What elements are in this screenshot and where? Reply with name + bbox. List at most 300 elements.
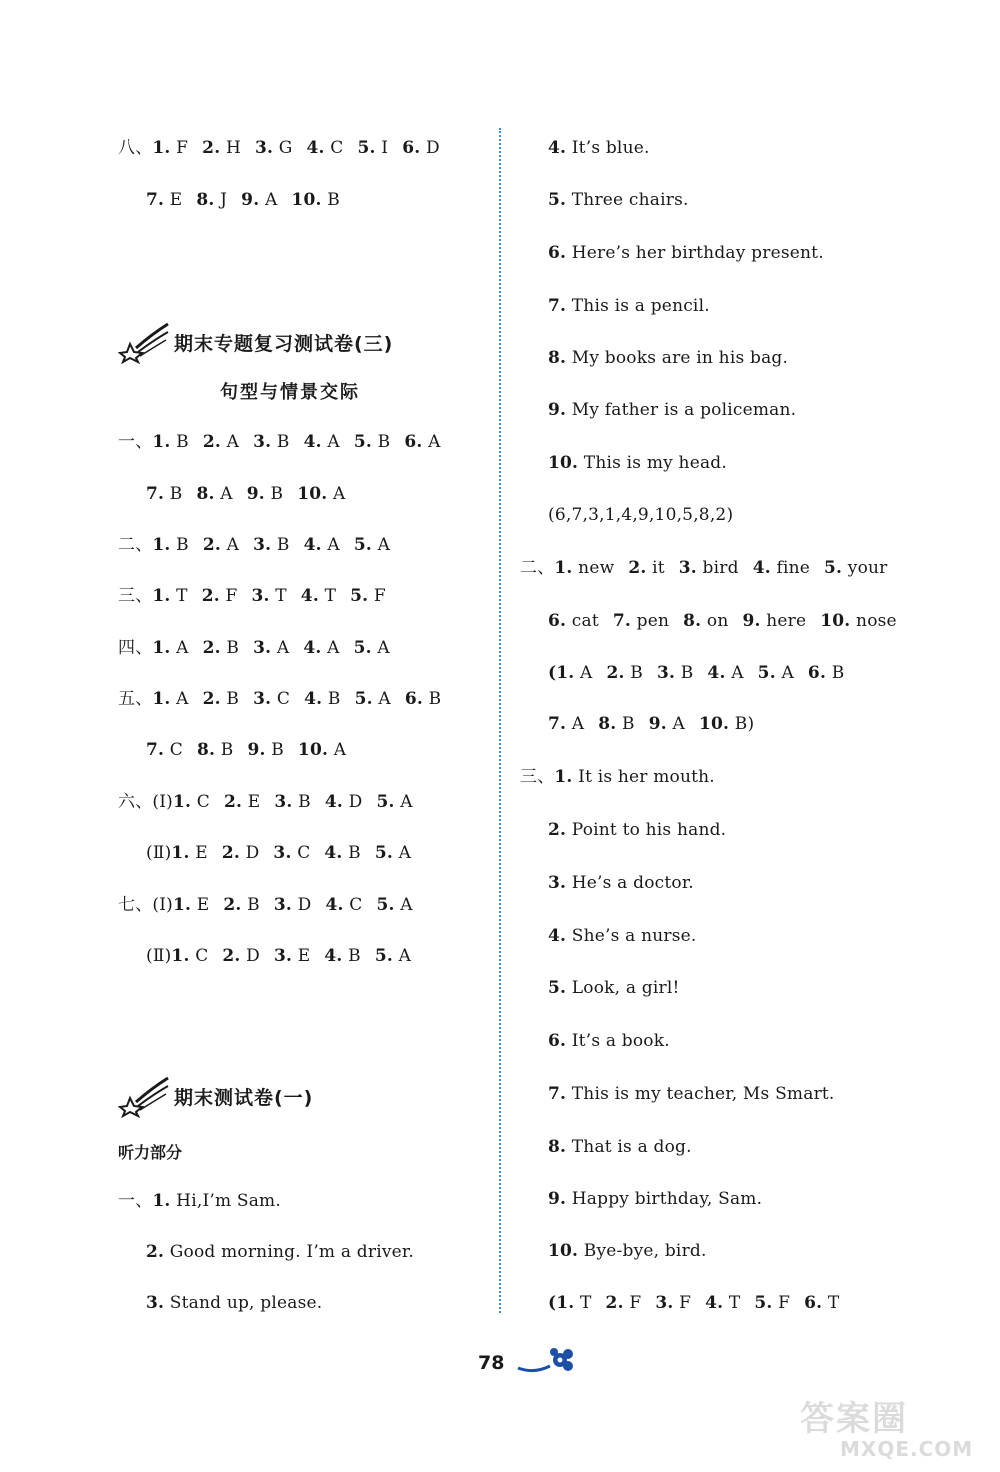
item-answer: A [398,946,412,966]
answer-line [548,347,788,369]
item-number: 1. [152,689,171,709]
item-answer: F [176,138,189,158]
answer-item [146,190,182,210]
item-answer: B [226,689,240,709]
section-title: 期末专题复习测试卷(三) [174,332,394,355]
answer-item [255,138,293,158]
item-number: 5. [353,432,372,452]
answer-item [548,1241,707,1261]
item-number: 5. [350,586,369,606]
item-answer: A [571,714,585,734]
item-number: 8. [196,484,215,504]
item-number: 6. [402,138,421,158]
answer-item [554,767,715,787]
answer-line [146,739,346,761]
answer-item [548,1031,670,1051]
answer-item [253,638,289,658]
answer-item [402,138,440,158]
item-answer: C [195,946,209,966]
watermark [800,1400,990,1470]
answer-item [707,663,743,683]
answer-line [548,1292,839,1314]
item-number: 5. [357,138,376,158]
question-prefix: 二、 [118,535,153,555]
answer-item [824,558,887,578]
item-answer: A [327,535,340,555]
item-number: 6. [404,689,423,709]
answer-item [304,432,340,452]
item-number: 7. [146,190,165,210]
item-answer: (6,7,3,1,4,9,10,5,8,2) [548,505,734,525]
answer-item [548,1137,692,1157]
item-number: 10. [297,484,328,504]
item-number: 8. [598,714,617,734]
answer-item [548,714,584,734]
item-answer: J [220,190,228,210]
item-number: 5. [754,1293,773,1313]
answer-item [203,432,239,452]
item-answer: A [226,432,240,452]
item-number: 1. [152,638,171,658]
item-number: 4. [707,663,726,683]
watermark-logo-text: 答案圈 [800,1399,908,1439]
answer-item [754,1293,790,1313]
page-number: 78 [478,1352,505,1374]
answer-item [354,535,390,555]
item-answer: It is her mouth. [578,767,715,787]
item-number: 4. [752,558,771,578]
answer-line [118,534,390,556]
item-answer: A [226,535,240,555]
item-answer: F [225,586,238,606]
answer-line [118,688,441,710]
item-number: 1. [172,895,192,915]
item-answer: E [247,792,261,812]
item-answer: A [781,663,794,683]
item-answer: A [377,638,390,658]
answer-line [520,557,887,579]
item-number: 2. [202,138,221,158]
answer-item [548,1084,835,1104]
answer-item [241,190,277,210]
answer-item [606,663,642,683]
column-divider [499,128,501,1313]
answer-line [548,819,726,841]
item-number: 6. [807,663,827,683]
item-answer: B [327,689,341,709]
item-answer: C [330,138,344,158]
answer-line [548,452,727,474]
item-answer: T [728,1293,741,1313]
answer-line [118,431,441,453]
answer-line [548,1136,692,1158]
answer-item [247,740,283,760]
item-answer: cat [571,611,599,631]
answer-item [325,792,363,812]
item-answer: Good morning. I’m a driver. [169,1242,414,1262]
item-answer: D [425,138,440,158]
answer-item [196,190,227,210]
item-answer: Stand up, please. [169,1293,323,1313]
item-answer: E [196,895,210,915]
item-answer: It’s a book. [571,1031,670,1051]
answer-item [146,1293,322,1313]
answer-item [548,505,733,525]
item-answer: A [276,638,290,658]
item-number: 2. [221,843,240,863]
item-answer: A [264,190,278,210]
item-answer: B [276,432,290,452]
item-answer: A [377,535,391,555]
item-number: 6. [404,432,423,452]
item-number: 4. [303,638,322,658]
answer-item [307,138,344,158]
answer-item [222,946,260,966]
item-answer: E [297,946,311,966]
item-answer: A [580,663,593,683]
answer-item [274,895,312,915]
answer-item [376,895,412,915]
answer-item [301,586,336,606]
question-prefix: 一、 [118,1191,153,1211]
item-answer: B [348,843,361,863]
question-prefix: 五、 [118,689,153,709]
item-answer: B [226,638,240,658]
item-answer: D [348,792,363,812]
item-number: 7. [548,714,567,734]
item-answer: B [271,740,284,760]
answer-line [548,662,844,684]
item-number: 4. [548,138,567,158]
item-answer: A [400,895,413,915]
item-number: 4. [324,843,343,863]
item-answer: B [428,689,442,709]
answer-line [548,399,796,421]
item-answer: A [428,432,441,452]
answer-line [118,791,413,813]
item-answer: This is my teacher, Ms Smart. [571,1084,835,1104]
answer-line [146,1241,414,1263]
answer-item [171,843,207,863]
question-prefix: 三、 [118,586,153,606]
item-number: 5. [353,638,372,658]
answer-item [699,714,754,734]
item-number: 5. [374,946,394,966]
item-answer: fine [776,558,810,578]
answer-item [742,611,806,631]
item-number: 3. [274,946,293,966]
question-prefix: 八、 [118,138,153,158]
item-number: 8. [196,190,215,210]
item-number: (1. [548,1293,575,1313]
item-answer: B [247,895,260,915]
item-number: 1. [554,558,573,578]
answer-line [548,1188,762,1210]
item-answer: on [706,611,729,631]
watermark-url: MXQE.COM [840,1437,974,1461]
answer-item [303,638,339,658]
item-answer: A [220,484,233,504]
item-answer: It’s blue. [571,138,650,158]
item-answer: B [270,484,284,504]
item-number: 6. [548,611,567,631]
answer-item [152,432,188,452]
answer-line [146,842,411,864]
answer-line [146,483,345,505]
item-answer: E [169,190,183,210]
answer-item [274,792,310,812]
item-answer: My books are in his bag. [571,348,789,368]
answer-item [324,843,360,863]
item-number: 5. [548,978,567,998]
answer-item [404,432,440,452]
answer-line [548,242,824,264]
item-number: 10. [291,190,322,210]
item-answer: A [327,638,340,658]
answer-line [520,766,715,788]
item-number: 9. [742,611,761,631]
answer-line [548,189,689,211]
answer-line [118,585,386,607]
item-answer: B [176,432,189,452]
item-answer: your [847,558,888,578]
answer-item [375,946,411,966]
item-number: 9. [241,190,260,210]
answer-line [146,189,340,211]
item-number: 7. [612,611,632,631]
item-answer: B [377,432,391,452]
answer-item [606,1293,642,1313]
item-answer: A [327,432,340,452]
item-number: 4. [705,1293,724,1313]
answer-item [683,611,728,631]
item-answer: A [176,638,189,658]
item-answer: B [831,663,845,683]
answer-item [820,611,897,631]
answer-item [548,296,710,316]
item-answer: Bye-bye, bird. [583,1241,707,1261]
question-prefix: 二、 [520,558,555,578]
answer-item [203,535,239,555]
item-answer: B [176,535,189,555]
answer-line [548,977,680,999]
question-prefix: 一、 [118,432,153,452]
item-number: 3. [253,689,272,709]
flower-ornament-icon [516,1344,578,1380]
answer-item [548,1189,762,1209]
item-number: (1. [548,663,575,683]
item-number: 8. [548,348,567,368]
item-number: 2. [605,1293,624,1313]
item-number: 2. [201,586,220,606]
item-number: 2. [202,638,221,658]
answer-item [548,820,726,840]
item-answer: F [629,1293,642,1313]
answer-item [808,663,844,683]
item-number: 5. [824,558,843,578]
item-number: 6. [548,243,567,263]
answer-item [152,586,187,606]
answer-item [273,843,310,863]
item-number: 2. [146,1242,165,1262]
answer-item [173,895,209,915]
item-answer: Here’s her birthday present. [571,243,824,263]
item-number: 10. [820,611,851,631]
answer-line [146,1292,322,1314]
answer-item [203,638,239,658]
answer-item [628,558,664,578]
item-number: 2. [548,820,567,840]
item-number: 8. [196,740,216,760]
item-number: 2. [223,895,242,915]
answer-item [548,1293,592,1313]
item-number: 4. [306,138,325,158]
answer-item [350,586,386,606]
answer-item [705,1293,740,1313]
answer-item [297,484,345,504]
answer-item [548,243,824,263]
answer-item [152,138,188,158]
item-answer: He’s a doctor. [571,873,694,893]
item-number: 1. [152,138,171,158]
item-number: 7. [146,740,165,760]
answer-item [304,535,340,555]
item-number: 1. [152,586,171,606]
item-answer: bird [702,558,739,578]
item-number: 8. [683,611,702,631]
item-number: 7. [548,296,567,316]
item-answer: B [220,740,234,760]
item-answer: new [578,558,615,578]
item-answer: Hi,I’m Sam. [176,1191,281,1211]
answer-item [247,484,283,504]
answer-line [548,137,650,159]
answer-item [298,740,346,760]
answer-item [679,558,739,578]
item-number: 6. [804,1293,823,1313]
item-answer: H [225,138,241,158]
item-number: 1. [152,432,171,452]
item-number: 2. [202,432,222,452]
answer-item [152,535,188,555]
answer-line [548,1083,835,1105]
question-prefix: 六、(Ⅰ) [118,792,173,812]
item-answer: A [398,843,412,863]
answer-line [548,713,754,735]
item-answer: nose [856,611,897,631]
shooting-star-icon [118,320,170,364]
item-answer: here [766,611,807,631]
answer-item [202,138,241,158]
item-number: 1. [171,843,190,863]
item-number: 5. [376,895,395,915]
answer-item [354,638,390,658]
item-answer: T [324,586,337,606]
item-answer: This is a pencil. [571,296,710,316]
answer-item [548,400,796,420]
item-number: 2. [222,946,241,966]
answer-item [655,1293,691,1313]
item-answer: Happy birthday, Sam. [571,1189,763,1209]
item-answer: Point to his hand. [571,820,727,840]
item-number: 3. [273,895,292,915]
item-number: 9. [648,714,667,734]
question-prefix: (Ⅱ) [146,946,172,966]
item-number: 5. [374,843,394,863]
item-answer: D [297,895,312,915]
question-prefix: 三、 [520,767,555,787]
item-answer: B [348,946,361,966]
answer-item [203,689,239,709]
item-number: 9. [247,740,266,760]
item-number: 3. [273,843,292,863]
item-number: 3. [656,663,676,683]
answer-item [146,740,183,760]
question-prefix: 四、 [118,638,153,658]
answer-line [118,1190,281,1212]
item-number: 1. [152,1191,171,1211]
answer-item [251,586,286,606]
answer-item [758,663,794,683]
answer-line [548,295,710,317]
item-answer: E [195,843,208,863]
item-number: 6. [548,1031,567,1051]
answer-item [171,946,208,966]
answer-line [146,945,411,967]
item-number: 4. [324,792,343,812]
answer-item [253,432,289,452]
item-answer: C [349,895,363,915]
item-number: 9. [548,400,567,420]
item-answer: G [278,138,293,158]
item-answer: B [327,190,340,210]
answer-item [223,895,259,915]
item-number: 4. [300,586,319,606]
answer-item [548,611,599,631]
answer-line [548,925,697,947]
answer-item [146,1242,414,1262]
answer-item [196,484,232,504]
item-answer: C [297,843,311,863]
item-answer: B [630,663,643,683]
answer-line [548,872,694,894]
question-prefix: 七、(Ⅰ) [118,895,173,915]
item-answer: I [381,138,389,158]
section-subtitle: 句型与情景交际 [220,382,360,403]
answer-item [375,843,411,863]
answer-item [548,663,592,683]
item-answer: This is my head. [583,453,727,473]
item-answer: C [276,689,291,709]
answer-item [657,663,693,683]
answer-item [152,638,188,658]
item-answer: T [176,586,188,606]
item-answer: T [275,586,287,606]
item-answer: D [245,843,260,863]
item-answer: A [400,792,413,812]
item-answer: D [246,946,261,966]
item-answer: A [731,663,744,683]
answer-item [253,535,289,555]
answer-line [548,1240,707,1262]
item-number: 1. [172,792,192,812]
item-number: 1. [152,535,171,555]
item-answer: pen [636,611,670,631]
item-number: 2. [223,792,243,812]
item-number: 5. [376,792,395,812]
item-answer: B [680,663,694,683]
item-answer: B [169,484,183,504]
